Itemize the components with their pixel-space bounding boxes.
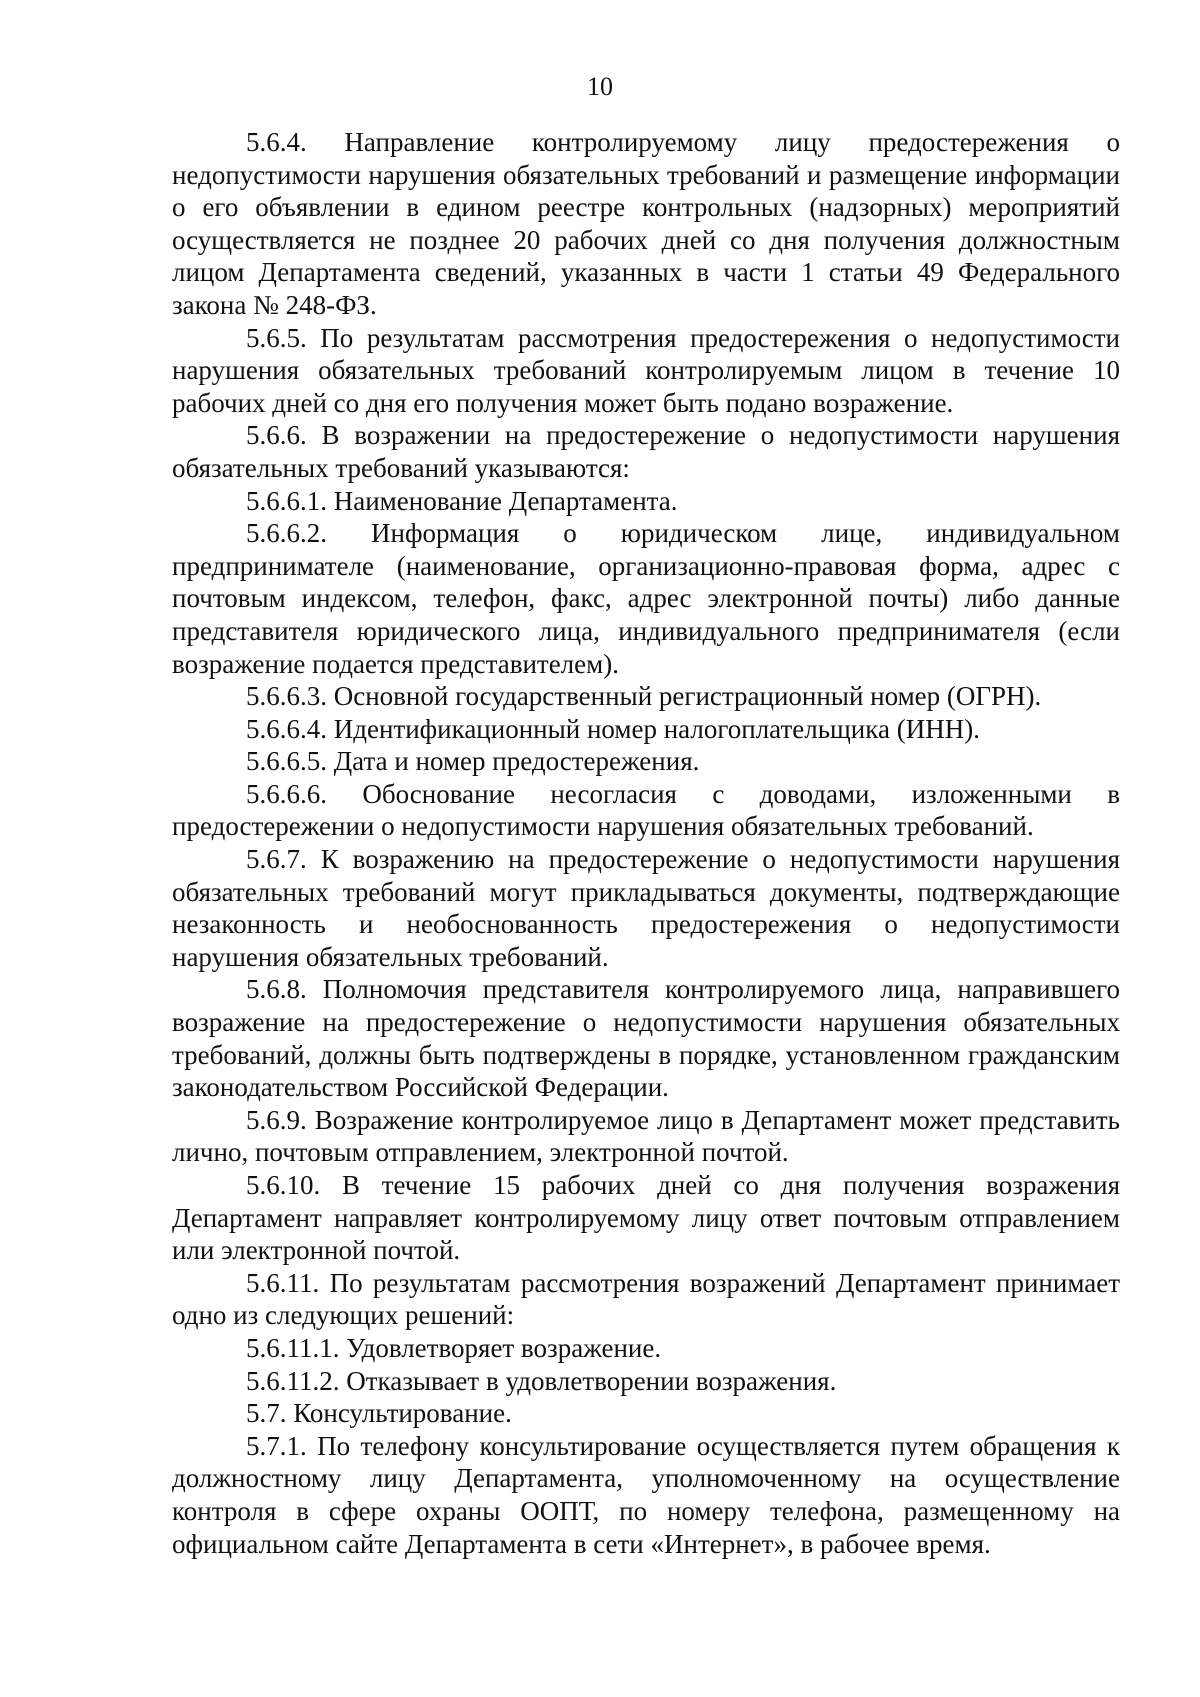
paragraph-5-6-6-3: 5.6.6.3. Основной государственный регистрационный номер (ОГРН).: [246, 681, 1042, 712]
paragraph-5-6-6-4: 5.6.6.4. Идентификационный номер налогоплательщика (ИНН).: [246, 713, 980, 744]
paragraph-5-6-6: 5.6.6. В возражении на предостережение о недопустимости нарушения обязательных требований указываются:: [172, 420, 1120, 483]
paragraph-5-6-4: 5.6.4. Направление контролируемому лицу предостережения о недопустимости нарушения обязательных требований и размещение информации о его объявлении в едином реестре контрольных (надзорных) мероприятий осуществляется не позднее 20 рабочих дней со дня получения должностным лицом Департамента сведений, указанных в части 1 статьи 49 Федерального закона № 248-ФЗ.: [172, 127, 1120, 320]
paragraph-5-6-6-5: 5.6.6.5. Дата и номер предостережения.: [246, 746, 700, 777]
paragraph-5-7-1: 5.7.1. По телефону консультирование осуществляется путем обращения к должностному лицу Департамента, уполномоченному на осуществление контроля в сфере охраны ООПТ, по номеру телефона, размещенному на официальном сайте Департамента в сети «Интернет», в рабочее время.: [172, 1430, 1120, 1559]
paragraph-5-6-5: 5.6.5. По результатам рассмотрения предостережения о недопустимости нарушения обязательных требований контролируемым лицом в течение 10 рабочих дней со дня его получения может быть подано возражение.: [172, 322, 1120, 418]
paragraph-5-6-11-1: 5.6.11.1. Удовлетворяет возражение.: [246, 1332, 662, 1363]
paragraph-5-7: 5.7. Консультирование.: [246, 1398, 512, 1429]
paragraph-5-6-7: 5.6.7. К возражению на предостережение о недопустимости нарушения обязательных требований могут прикладываться документы, подтверждающие незаконность и необоснованность предостережения о недопустимости нарушения обязательных требований.: [172, 844, 1120, 972]
paragraph-5-6-6-2: 5.6.6.2. Информация о юридическом лице, индивидуальном предпринимателе (наименование, организационно-правовая форма, адрес с почтовым индексом, телефон, факс, адрес электронной почты) либо данные представителя юридического лица, индивидуального предпринимателя (если возражение подается представителем).: [172, 518, 1120, 679]
paragraph-5-6-11: 5.6.11. По результатам рассмотрения возражений Департамент принимает одно из следующих решений:: [172, 1267, 1120, 1331]
paragraph-5-6-6-1: 5.6.6.1. Наименование Департамента.: [246, 485, 678, 516]
paragraph-5-6-9: 5.6.9. Возражение контролируемое лицо в Департамент может представить лично, почтовым отправлением, электронной почтой.: [172, 1104, 1120, 1168]
document-body: [172, 126, 1120, 1560]
paragraph-5-6-8: 5.6.8. Полномочия представителя контролируемого лица, направившего возражение на предостережение о недопустимости нарушения обязательных требований, должны быть подтверждены в порядке, установленном гражданским законодательством Российской Федерации.: [172, 974, 1120, 1103]
paragraph-5-6-10: 5.6.10. В течение 15 рабочих дней со дня получения возражения Департамент направляет контролируемому лицу ответ почтовым отправлением или электронной почтой.: [172, 1170, 1120, 1266]
paragraph-5-6-11-2: 5.6.11.2. Отказывает в удовлетворении возражения.: [246, 1365, 837, 1396]
page-number: 10: [587, 72, 613, 101]
paragraph-5-6-6-6: 5.6.6.6. Обоснование несогласия с доводами, изложенными в предостережении о недопустимости нарушения обязательных требований.: [172, 778, 1120, 842]
